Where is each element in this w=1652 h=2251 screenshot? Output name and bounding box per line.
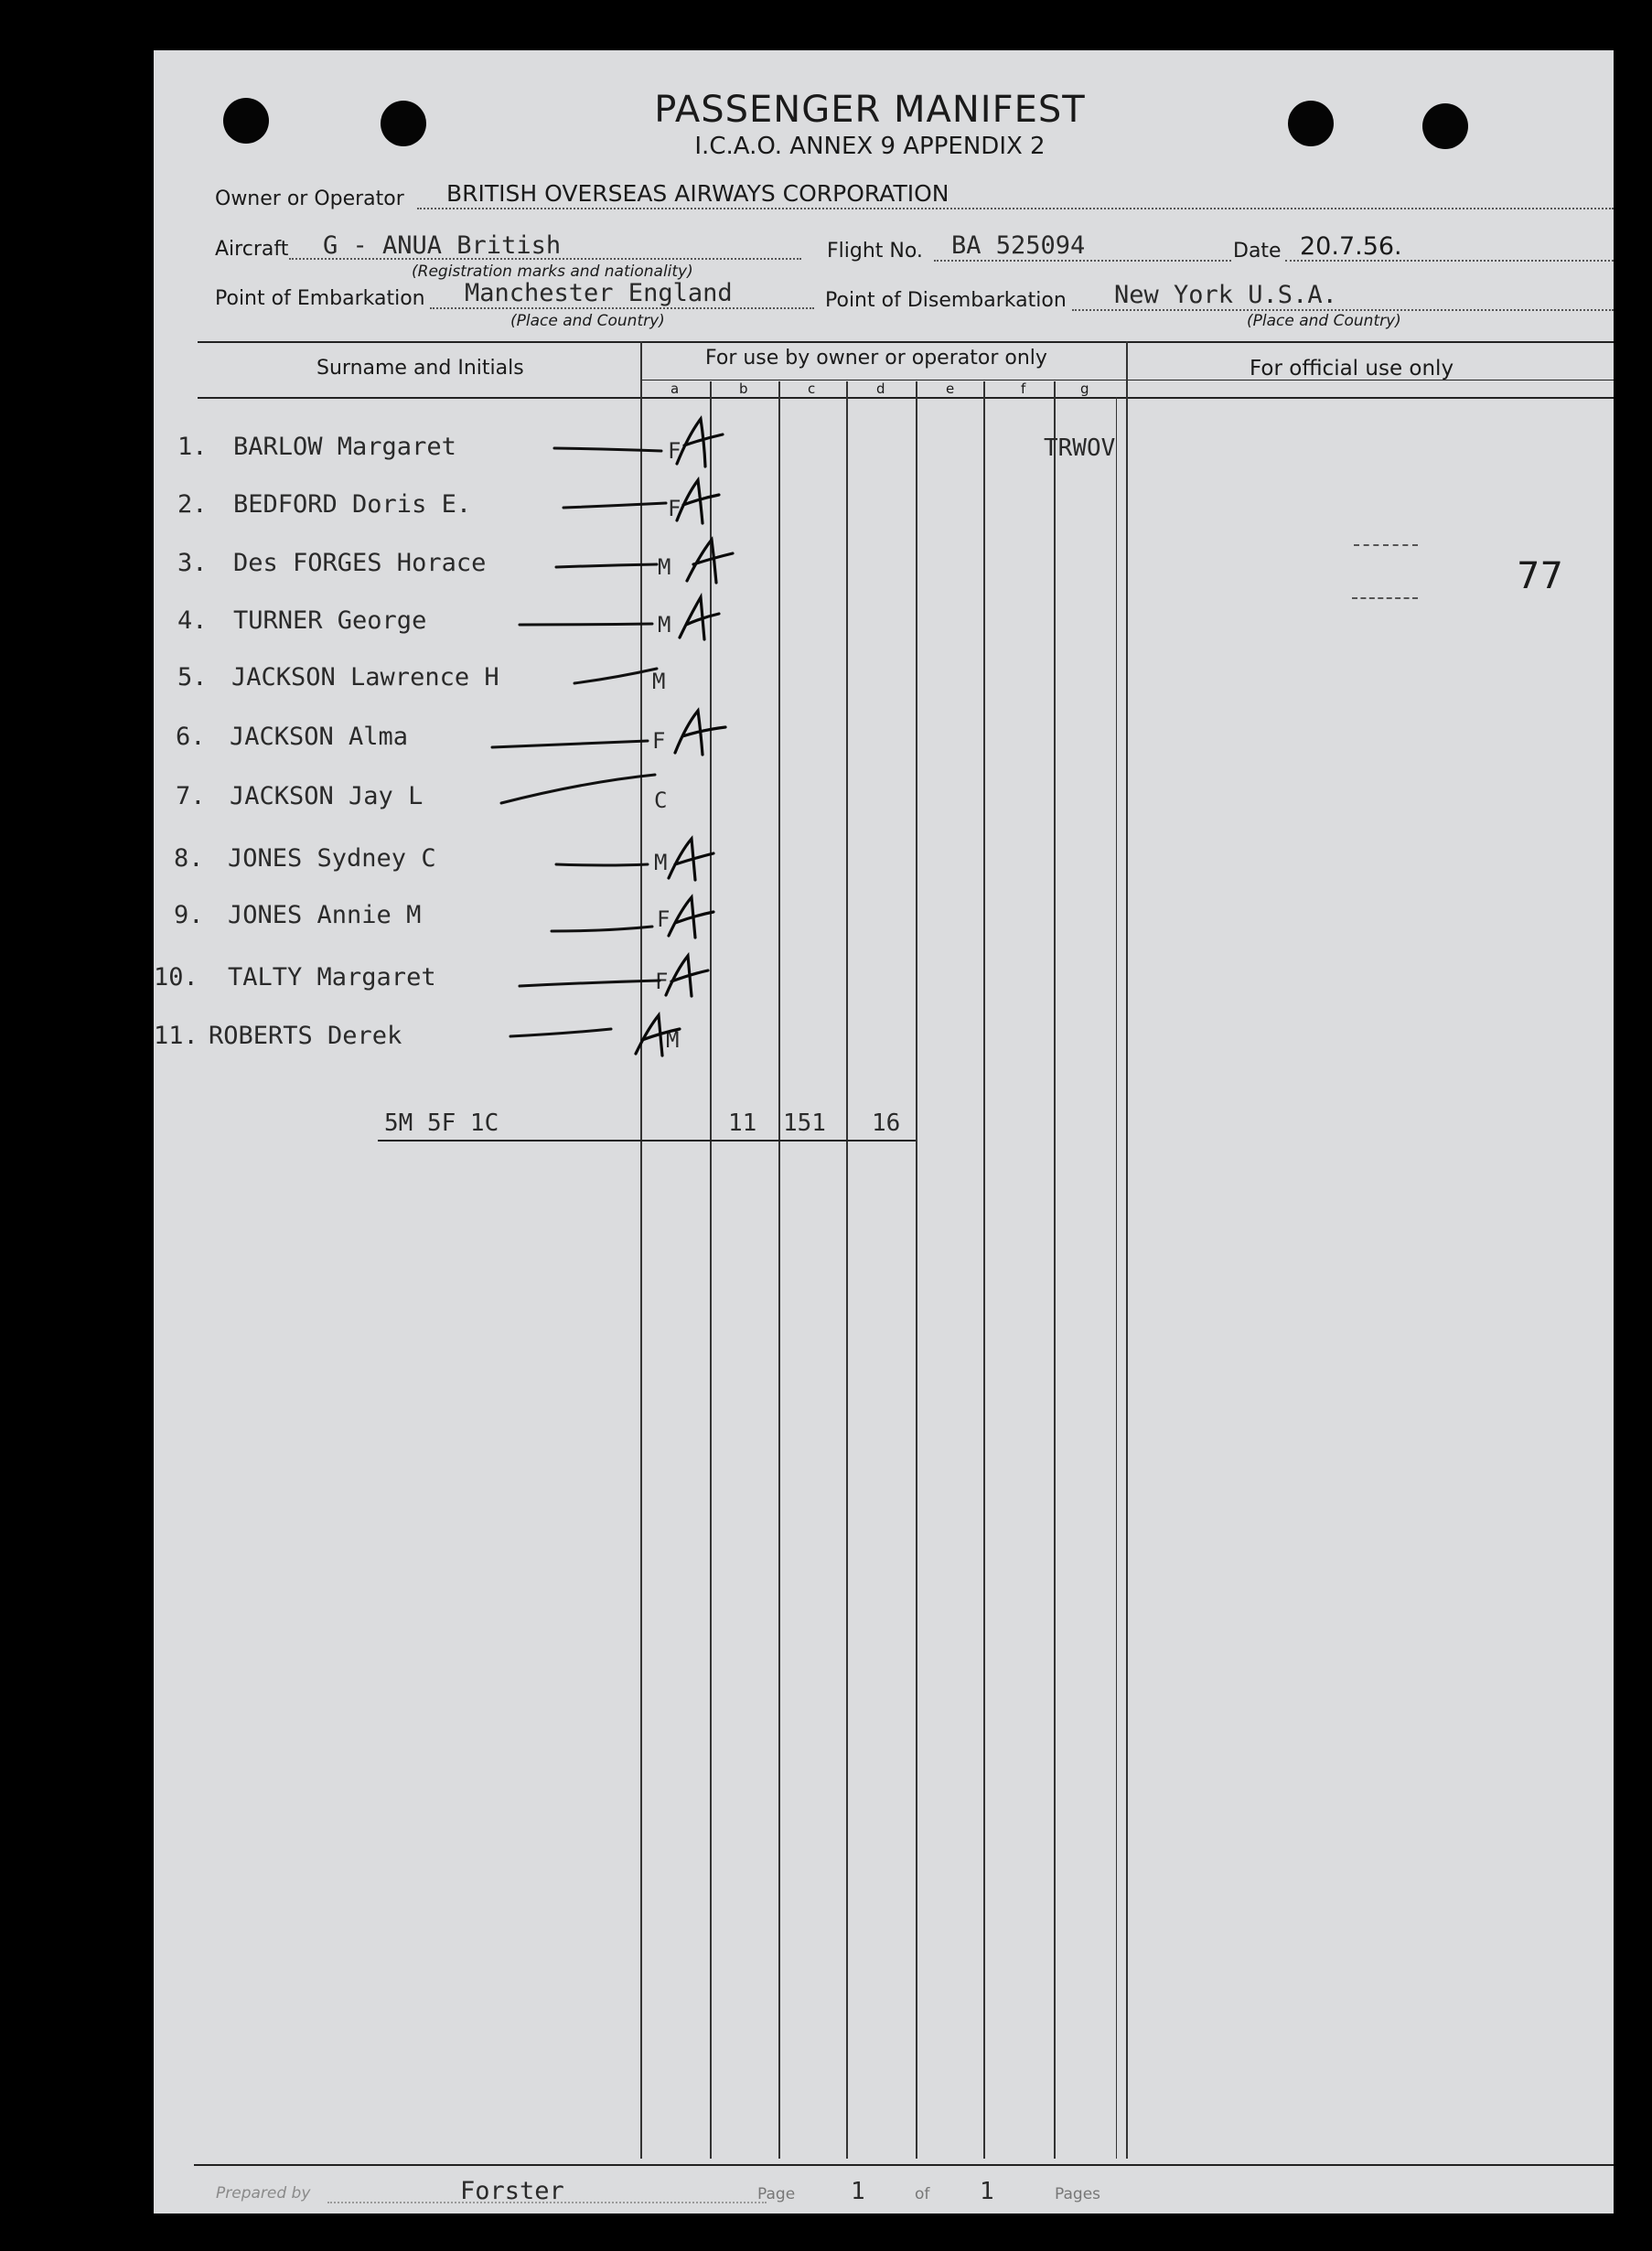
connector-line <box>501 775 655 803</box>
row-number: 6. <box>176 723 206 751</box>
row-number: 7. <box>176 782 206 810</box>
embarkation-label: Point of Embarkation <box>215 287 425 310</box>
sex-code: M <box>654 850 668 875</box>
check-mark-icon <box>675 711 725 755</box>
sex-code: M <box>652 669 666 694</box>
connector-line <box>510 1029 611 1036</box>
connector-line <box>556 564 657 567</box>
totals-c: 151 <box>783 1109 826 1137</box>
check-mark-icon <box>680 597 719 639</box>
owner-use-header: For use by owner or operator only <box>705 347 1047 370</box>
row-number: 5. <box>177 663 208 691</box>
pages-label: Pages <box>1055 2185 1101 2203</box>
handwritten-marks <box>154 50 1614 1148</box>
row-number: 4. <box>177 606 208 635</box>
check-mark-icon <box>669 839 713 880</box>
col-g-entry: TRWOV <box>1044 434 1116 462</box>
sex-code: M <box>666 1027 680 1053</box>
owner-label: Owner or Operator <box>215 188 404 210</box>
sex-code: F <box>657 906 670 932</box>
date-value: 20.7.56. <box>1300 232 1402 261</box>
disembarkation-label: Point of Disembarkation <box>825 289 1067 312</box>
sex-code: F <box>668 438 681 464</box>
sex-code: M <box>658 612 671 638</box>
check-mark-icon <box>636 1015 680 1056</box>
check-mark-icon <box>677 480 719 523</box>
sex-code: F <box>668 496 681 521</box>
check-mark-icon <box>666 956 708 996</box>
passenger-name: TURNER George <box>233 606 427 635</box>
aircraft-label: Aircraft <box>215 238 289 261</box>
page-value: 1 <box>851 2178 865 2205</box>
official-use-header: For official use only <box>1250 357 1454 381</box>
sex-code: F <box>652 728 666 754</box>
row-number: 10. <box>154 963 198 992</box>
disembarkation-value: New York U.S.A. <box>1114 281 1337 309</box>
subcol-b: b <box>739 381 748 397</box>
connector-line <box>552 927 652 931</box>
connector-line <box>520 981 660 986</box>
flight-value: BA 525094 <box>951 231 1086 260</box>
row-number: 1. <box>177 433 208 461</box>
check-marks <box>636 419 733 1056</box>
of-value: 1 <box>980 2178 994 2205</box>
subcol-d: d <box>876 381 885 397</box>
manifest-sheet <box>154 50 1614 2213</box>
passenger-name: BARLOW Margaret <box>233 433 456 461</box>
connector-line <box>574 669 657 683</box>
totals-d: 16 <box>872 1109 901 1137</box>
totals-summary: 5M 5F 1C <box>384 1109 499 1137</box>
date-label: Date <box>1233 240 1282 263</box>
passenger-name: JACKSON Lawrence H <box>231 663 499 691</box>
connector-line <box>556 864 648 865</box>
subcol-g: g <box>1080 381 1089 397</box>
prepared-value: Forster <box>460 2177 564 2205</box>
registration-note: (Registration marks and nationality) <box>412 263 693 281</box>
sex-code: F <box>655 969 669 994</box>
sex-code: M <box>658 554 671 580</box>
form-subtitle: I.C.A.O. ANNEX 9 APPENDIX 2 <box>694 133 1046 160</box>
embarkation-value: Manchester England <box>465 279 733 307</box>
totals-b: 11 <box>728 1109 757 1137</box>
passenger-name: BEDFORD Doris E. <box>233 490 472 519</box>
page-label: Page <box>757 2185 796 2203</box>
of-label: of <box>915 2185 930 2203</box>
connector-line <box>563 503 666 508</box>
check-mark-icon <box>669 897 713 938</box>
aircraft-value: G - ANUA British <box>323 231 562 260</box>
surname-header: Surname and Initials <box>316 357 524 380</box>
subcol-f: f <box>1021 381 1026 397</box>
check-mark-icon <box>677 419 723 466</box>
prepared-label: Prepared by <box>216 2184 311 2203</box>
row-number: 8. <box>174 844 204 873</box>
row-number: 9. <box>174 901 204 929</box>
subcol-a: a <box>670 381 680 397</box>
passenger-name: JONES Annie M <box>228 901 422 929</box>
flight-label: Flight No. <box>827 240 923 263</box>
connector-line <box>520 624 652 625</box>
passenger-name: TALTY Margaret <box>228 963 436 992</box>
embarkation-note: (Place and Country) <box>510 312 665 330</box>
check-mark-icon <box>687 540 733 583</box>
disembarkation-note: (Place and Country) <box>1247 312 1401 330</box>
subcol-c: c <box>808 381 816 397</box>
passenger-name: JONES Sydney C <box>228 844 436 873</box>
row-number: 2. <box>177 490 208 519</box>
passenger-name: Des FORGES Horace <box>233 549 487 577</box>
sex-code: C <box>654 788 668 813</box>
form-title: PASSENGER MANIFEST <box>654 89 1086 131</box>
passenger-name: JACKSON Jay L <box>230 782 424 810</box>
passenger-name: JACKSON Alma <box>230 723 409 751</box>
passenger-name: ROBERTS Derek <box>209 1022 402 1050</box>
row-number: 11. <box>154 1022 198 1050</box>
connector-line <box>554 448 661 451</box>
footer-rule <box>194 2164 1614 2166</box>
subcol-e: e <box>946 381 955 397</box>
connector-line <box>492 741 648 747</box>
official-mark: 77 <box>1517 555 1563 597</box>
owner-value: BRITISH OVERSEAS AIRWAYS CORPORATION <box>446 180 949 207</box>
row-number: 3. <box>177 549 208 577</box>
